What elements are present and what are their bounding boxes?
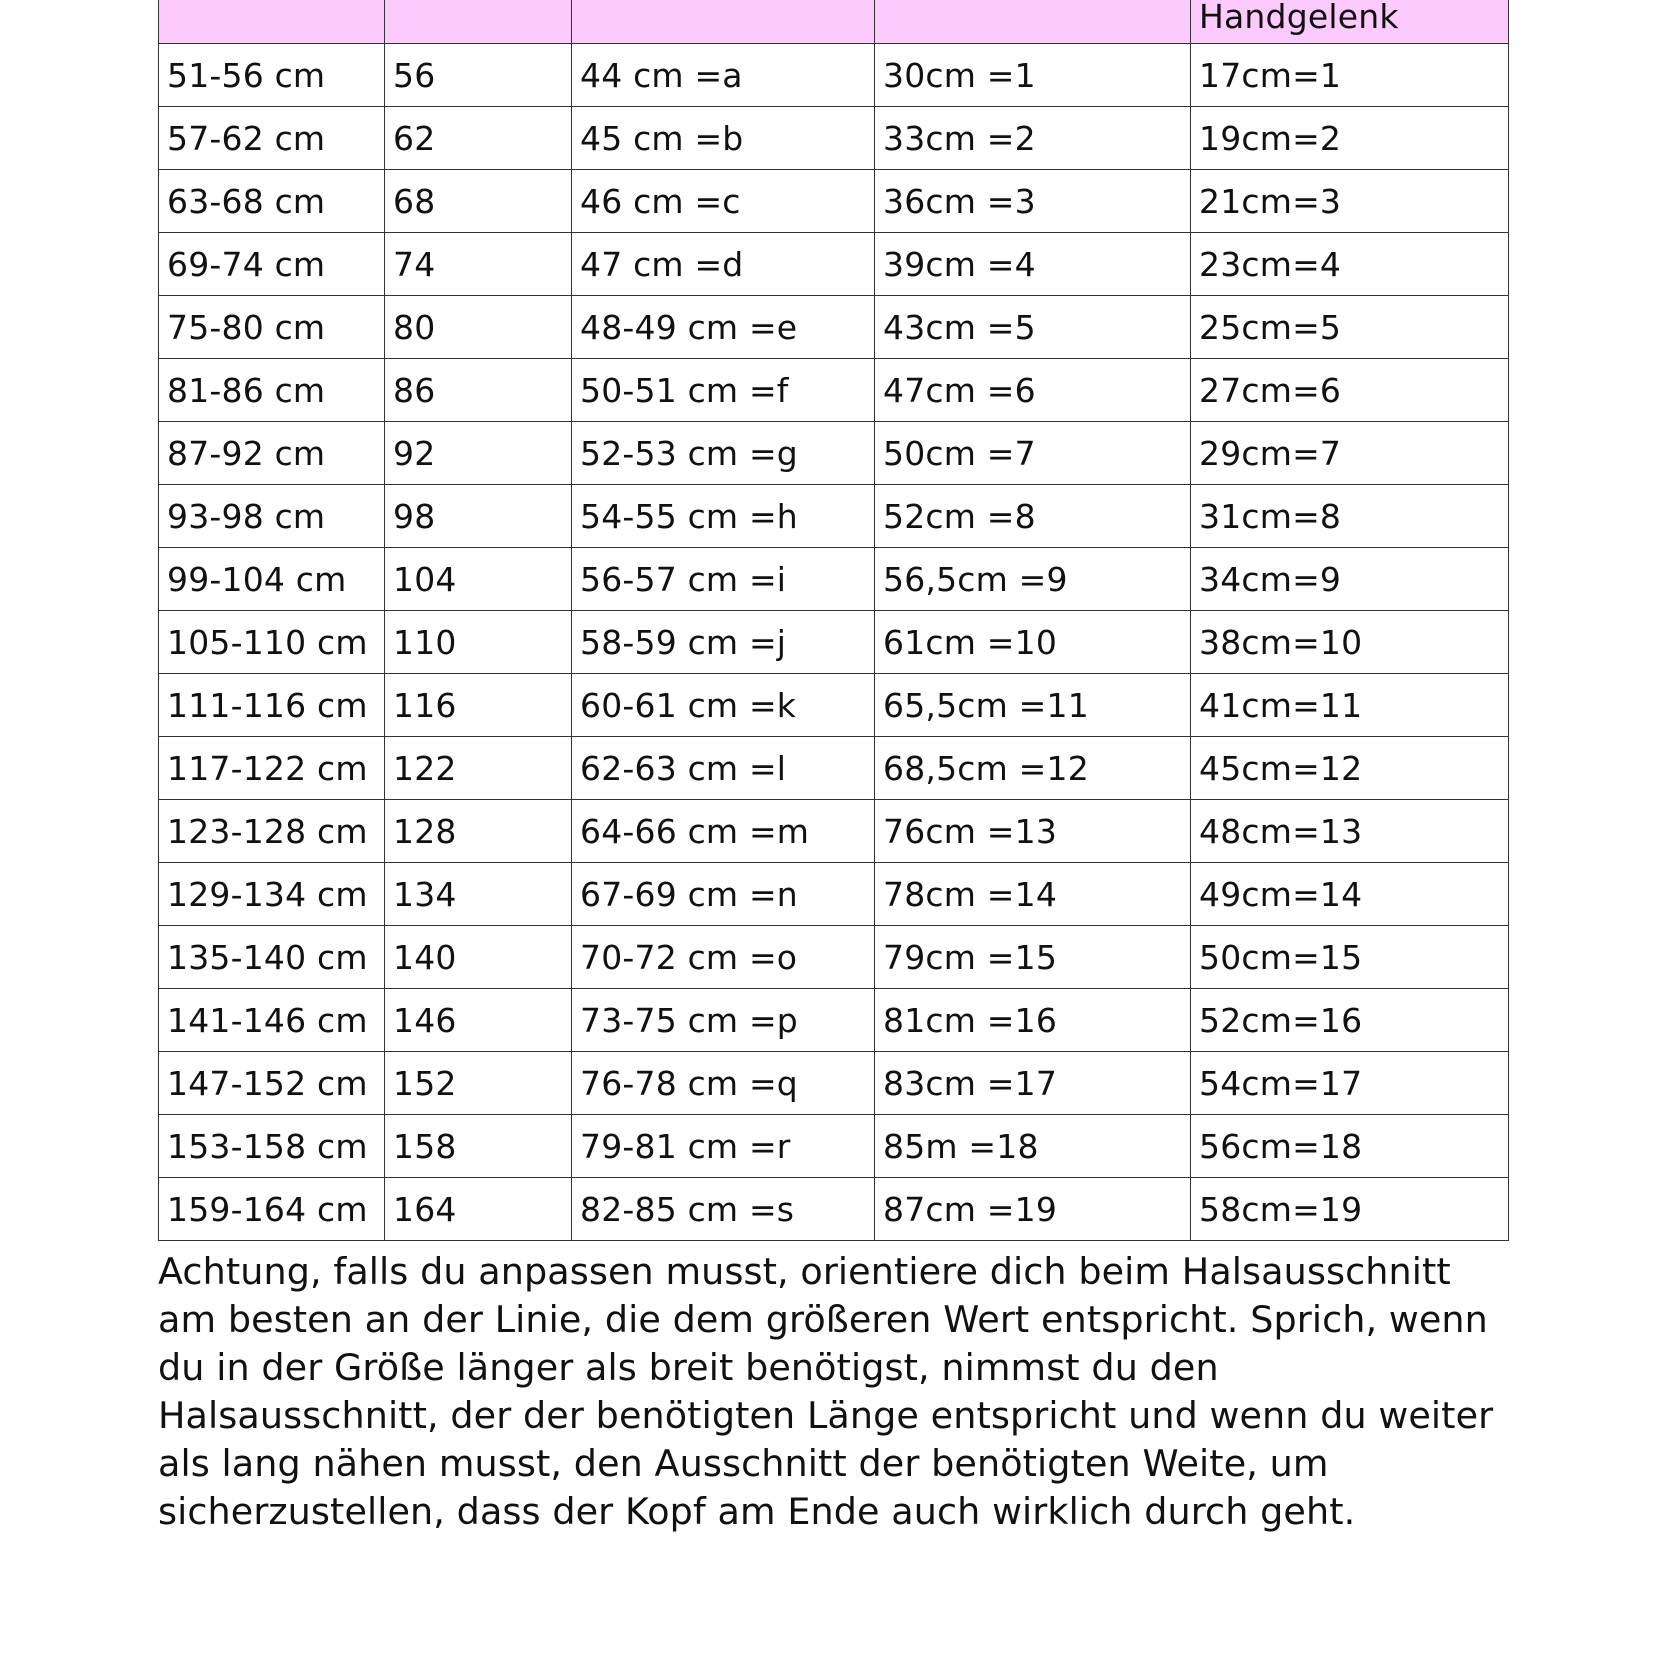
wrist-cell: 48cm=13 — [1191, 800, 1509, 863]
body-height-cell: 75-80 cm — [159, 296, 385, 359]
body-height-cell: 51-56 cm — [159, 44, 385, 107]
wrist-cell: 52cm=16 — [1191, 989, 1509, 1052]
length-cell: 68,5cm =12 — [875, 737, 1191, 800]
length-cell: 87cm =19 — [875, 1178, 1191, 1241]
table-row — [159, 1178, 1509, 1241]
wrist-cell: 19cm=2 — [1191, 107, 1509, 170]
size-cell: 122 — [385, 737, 572, 800]
wrist-cell: 31cm=8 — [1191, 485, 1509, 548]
length-cell: 33cm =2 — [875, 107, 1191, 170]
size-cell: 152 — [385, 1052, 572, 1115]
header-cell — [875, 0, 1191, 44]
table-header-row — [159, 0, 1509, 44]
table-row — [159, 296, 1509, 359]
neck-cell: 56-57 cm =i — [572, 548, 875, 611]
table-row — [159, 800, 1509, 863]
body-height-cell: 105-110 cm — [159, 611, 385, 674]
table-row — [159, 737, 1509, 800]
size-cell: 140 — [385, 926, 572, 989]
wrist-cell: 50cm=15 — [1191, 926, 1509, 989]
body-height-cell: 117-122 cm — [159, 737, 385, 800]
size-cell: 80 — [385, 296, 572, 359]
table-row — [159, 1052, 1509, 1115]
body-height-cell: 159-164 cm — [159, 1178, 385, 1241]
neck-cell: 70-72 cm =o — [572, 926, 875, 989]
header-cell-handgelenk: Handgelenk — [1191, 0, 1509, 44]
wrist-cell: 23cm=4 — [1191, 233, 1509, 296]
neck-cell: 44 cm =a — [572, 44, 875, 107]
wrist-cell: 49cm=14 — [1191, 863, 1509, 926]
body-height-cell: 153-158 cm — [159, 1115, 385, 1178]
length-cell: 36cm =3 — [875, 170, 1191, 233]
adjustment-note: Achtung, falls du anpassen musst, orientiere dich beim Halsausschnitt am besten an der Linie, die dem größeren Wert entspricht. Sprich, wenn du in der Größe länger als breit benötigst, nimmst du den Halsausschnitt, der der benötigten Länge entspricht und wenn du weiter als lang nähen musst, den Ausschnitt der benötigten Weite, um sicherzustellen, dass der Kopf am Ende auch wirklich durch geht. — [158, 1250, 1494, 1533]
header-cell — [385, 0, 572, 44]
table-row — [159, 548, 1509, 611]
neck-cell: 76-78 cm =q — [572, 1052, 875, 1115]
neck-cell: 47 cm =d — [572, 233, 875, 296]
table-row — [159, 989, 1509, 1052]
neck-cell: 62-63 cm =l — [572, 737, 875, 800]
body-height-cell: 99-104 cm — [159, 548, 385, 611]
table-row — [159, 485, 1509, 548]
size-cell: 92 — [385, 422, 572, 485]
neck-cell: 45 cm =b — [572, 107, 875, 170]
neck-cell: 52-53 cm =g — [572, 422, 875, 485]
wrist-cell: 27cm=6 — [1191, 359, 1509, 422]
length-cell: 76cm =13 — [875, 800, 1191, 863]
length-cell: 39cm =4 — [875, 233, 1191, 296]
body-height-cell: 123-128 cm — [159, 800, 385, 863]
neck-cell: 60-61 cm =k — [572, 674, 875, 737]
wrist-cell: 34cm=9 — [1191, 548, 1509, 611]
table-row — [159, 233, 1509, 296]
wrist-cell: 54cm=17 — [1191, 1052, 1509, 1115]
neck-cell: 64-66 cm =m — [572, 800, 875, 863]
size-cell: 74 — [385, 233, 572, 296]
body-height-cell: 87-92 cm — [159, 422, 385, 485]
length-cell: 50cm =7 — [875, 422, 1191, 485]
body-height-cell: 93-98 cm — [159, 485, 385, 548]
length-cell: 78cm =14 — [875, 863, 1191, 926]
table-row — [159, 926, 1509, 989]
neck-cell: 79-81 cm =r — [572, 1115, 875, 1178]
length-cell: 65,5cm =11 — [875, 674, 1191, 737]
length-cell: 52cm =8 — [875, 485, 1191, 548]
table-row — [159, 863, 1509, 926]
size-table — [158, 0, 1509, 1241]
body-height-cell: 129-134 cm — [159, 863, 385, 926]
length-cell: 81cm =16 — [875, 989, 1191, 1052]
table-row — [159, 107, 1509, 170]
length-cell: 56,5cm =9 — [875, 548, 1191, 611]
table-row — [159, 674, 1509, 737]
wrist-cell: 21cm=3 — [1191, 170, 1509, 233]
neck-cell: 48-49 cm =e — [572, 296, 875, 359]
body-height-cell: 147-152 cm — [159, 1052, 385, 1115]
table-row — [159, 170, 1509, 233]
wrist-cell: 29cm=7 — [1191, 422, 1509, 485]
neck-cell: 58-59 cm =j — [572, 611, 875, 674]
table-row — [159, 611, 1509, 674]
body-height-cell: 111-116 cm — [159, 674, 385, 737]
body-height-cell: 135-140 cm — [159, 926, 385, 989]
length-cell: 85m =18 — [875, 1115, 1191, 1178]
wrist-cell: 58cm=19 — [1191, 1178, 1509, 1241]
length-cell: 30cm =1 — [875, 44, 1191, 107]
table-row — [159, 44, 1509, 107]
body-height-cell: 63-68 cm — [159, 170, 385, 233]
size-cell: 116 — [385, 674, 572, 737]
neck-cell: 67-69 cm =n — [572, 863, 875, 926]
size-cell: 68 — [385, 170, 572, 233]
header-cell — [572, 0, 875, 44]
neck-cell: 54-55 cm =h — [572, 485, 875, 548]
length-cell: 83cm =17 — [875, 1052, 1191, 1115]
size-cell: 86 — [385, 359, 572, 422]
neck-cell: 82-85 cm =s — [572, 1178, 875, 1241]
wrist-cell: 41cm=11 — [1191, 674, 1509, 737]
size-cell: 104 — [385, 548, 572, 611]
length-cell: 61cm =10 — [875, 611, 1191, 674]
length-cell: 43cm =5 — [875, 296, 1191, 359]
size-cell: 62 — [385, 107, 572, 170]
table-row — [159, 422, 1509, 485]
header-cell — [159, 0, 385, 44]
wrist-cell: 38cm=10 — [1191, 611, 1509, 674]
length-cell: 79cm =15 — [875, 926, 1191, 989]
body-height-cell: 57-62 cm — [159, 107, 385, 170]
size-cell: 128 — [385, 800, 572, 863]
neck-cell: 50-51 cm =f — [572, 359, 875, 422]
size-cell: 164 — [385, 1178, 572, 1241]
wrist-cell: 45cm=12 — [1191, 737, 1509, 800]
size-cell: 158 — [385, 1115, 572, 1178]
body-height-cell: 81-86 cm — [159, 359, 385, 422]
wrist-cell: 56cm=18 — [1191, 1115, 1509, 1178]
size-cell: 56 — [385, 44, 572, 107]
length-cell: 47cm =6 — [875, 359, 1191, 422]
table-row — [159, 1115, 1509, 1178]
size-cell: 98 — [385, 485, 572, 548]
table-row — [159, 359, 1509, 422]
body-height-cell: 69-74 cm — [159, 233, 385, 296]
neck-cell: 73-75 cm =p — [572, 989, 875, 1052]
neck-cell: 46 cm =c — [572, 170, 875, 233]
size-cell: 110 — [385, 611, 572, 674]
body-height-cell: 141-146 cm — [159, 989, 385, 1052]
size-table-body — [159, 0, 1509, 1241]
size-cell: 134 — [385, 863, 572, 926]
wrist-cell: 17cm=1 — [1191, 44, 1509, 107]
wrist-cell: 25cm=5 — [1191, 296, 1509, 359]
size-cell: 146 — [385, 989, 572, 1052]
